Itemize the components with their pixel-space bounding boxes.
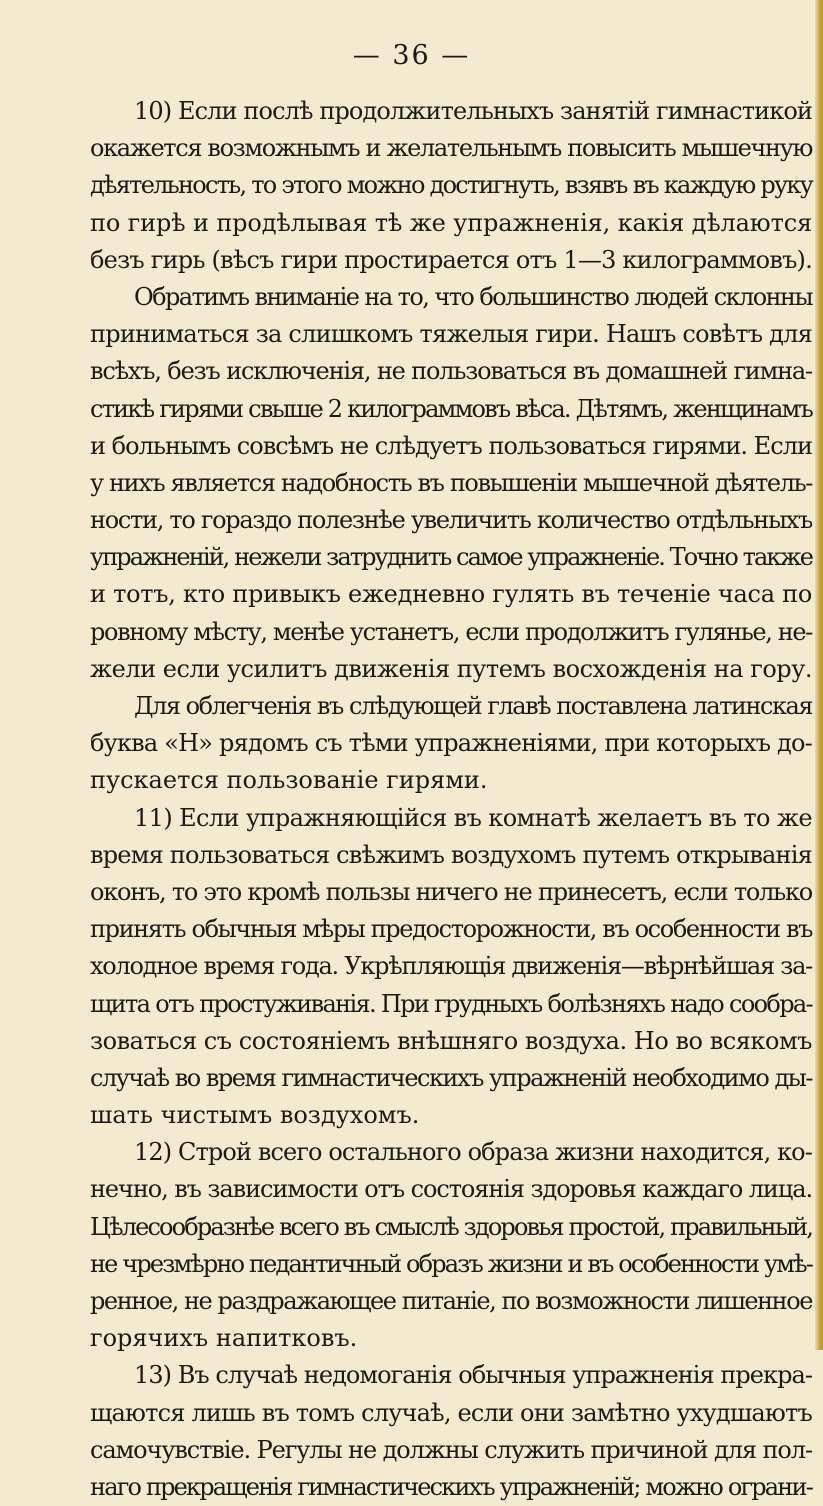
text-line: принять обычныя мѣры предосторожности, въ особенности въ bbox=[90, 915, 812, 944]
text-line: Обратимъ вниманіе на то, что большинство людей склонны bbox=[134, 282, 813, 311]
text-line: щаются лишь въ томъ случаѣ, если они замѣтно ухудшаютъ bbox=[90, 1398, 813, 1427]
text-line: холодное время года. Укрѣпляющія движенія—вѣрнѣйшая за- bbox=[90, 952, 813, 981]
text-line: окажется возможнымъ и желательнымъ повысить мышечную bbox=[90, 134, 812, 163]
text-line: всѣхъ, безъ исключенія, не пользоваться въ домашней гимна- bbox=[90, 357, 813, 386]
text-line: у нихъ является надобность въ повышеніи мышечной дѣятель- bbox=[90, 468, 812, 497]
text-line: 12) Строй всего остального образа жизни находится, ко- bbox=[134, 1138, 812, 1167]
text-line: 11) Если упражняющійся въ комнатѣ желаетъ въ то же bbox=[134, 803, 812, 832]
text-line: приниматься за слишкомъ тяжелыя гири. Нашъ совѣтъ для bbox=[90, 320, 812, 349]
text-line: 10) Если послѣ продолжительныхъ занятій гимнастикой bbox=[134, 97, 813, 125]
text-line: ровному мѣсту, менѣе устанетъ, если продолжитъ гулянье, не- bbox=[90, 617, 812, 646]
text-line: не чрезмѣрно педантичный образъ жизни и въ особенности умѣ- bbox=[90, 1249, 812, 1278]
text-line: по гирѣ и продѣлывая тѣ же упражненія, какія дѣлаются bbox=[90, 208, 813, 237]
text-line: и больнымъ совсѣмъ не слѣдуетъ пользоваться гирями. Если bbox=[90, 431, 812, 460]
text-line: шать чистымъ воздухомъ. bbox=[90, 1101, 420, 1130]
text-line: 13) Въ случаѣ недомоганія обычныя упражненія прекра- bbox=[134, 1361, 812, 1390]
text-line: стикѣ гирями свыше 2 килограммовъ вѣса. Дѣтямъ, женщинамъ bbox=[90, 394, 812, 423]
text-line: дѣятельность, то этого можно достигнуть, взявъ въ каждую руку bbox=[90, 171, 813, 200]
text-line: горячихъ напитковъ. bbox=[90, 1324, 358, 1353]
body-text bbox=[90, 93, 812, 1506]
text-line: пускается пользованіе гирями. bbox=[90, 766, 488, 795]
text-line: время пользоваться свѣжимъ воздухомъ путемъ открыванія bbox=[90, 840, 812, 869]
text-line: и тотъ, кто привыкъ ежедневно гулять въ теченіе часа по bbox=[90, 580, 812, 609]
text-line: жели если усилитъ движенія путемъ восхожденія на гору. bbox=[90, 654, 812, 683]
text-line: зоваться съ состояніемъ внѣшняго воздуха. Но во всякомъ bbox=[90, 1026, 812, 1055]
text-line: Цѣлесообразнѣе всего въ смыслѣ здоровья простой, правильный, bbox=[90, 1212, 812, 1241]
text-line: нечно, въ зависимости отъ состоянія здоровья каждаго лица. bbox=[90, 1175, 812, 1204]
text-line: безъ гирь (вѣсъ гири простирается отъ 1—3 килограммовъ). bbox=[90, 245, 812, 274]
text-line: ности, то гораздо полезнѣе увеличить количество отдѣльныхъ bbox=[90, 506, 813, 535]
page-edge bbox=[815, 0, 823, 1350]
text-line: наго прекращенія гимнастическихъ упражненій; можно ограни- bbox=[90, 1472, 812, 1501]
page-number: — 36 — bbox=[352, 40, 471, 71]
text-line: ренное, не раздражающее питаніе, по возможности лишенное bbox=[90, 1287, 813, 1315]
text-line: буква «Н» рядомъ съ тѣми упражненіями, при которыхъ до- bbox=[90, 729, 812, 758]
text-line: щита отъ простуживанія. При грудныхъ болѣзняхъ надо сообра- bbox=[90, 989, 812, 1018]
text-line: самочувствіе. Регулы не должны служить причиной для пол- bbox=[90, 1435, 812, 1464]
text-line: случаѣ во время гимнастическихъ упражненій необходимо ды- bbox=[90, 1063, 813, 1092]
text-line: Для облегченія въ слѣдующей главѣ поставлена латинская bbox=[134, 692, 812, 720]
text-line: оконъ, то это кромѣ пользы ничего не принесетъ, если только bbox=[90, 877, 812, 906]
text-line: упражненій, нежели затруднить самое упражненіе. Точно также bbox=[90, 543, 812, 572]
